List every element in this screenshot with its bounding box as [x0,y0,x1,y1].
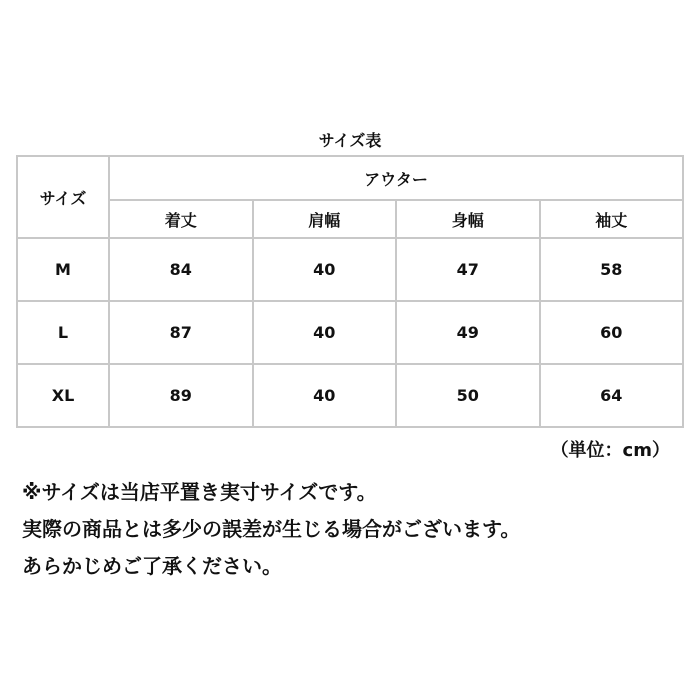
table-row [17,301,683,364]
value-cell: 40 [253,238,397,301]
outer-group-header: アウター [109,156,683,200]
size-cell: M [17,238,109,301]
value-cell: 47 [396,238,540,301]
page-title: サイズ表 [318,131,382,150]
size-cell: L [17,301,109,364]
column-header-length: 着丈 [109,200,253,238]
table-header-row [17,156,683,200]
table-row [17,238,683,301]
column-header-width: 身幅 [396,200,540,238]
value-cell: 84 [109,238,253,301]
size-table [16,155,684,428]
notes [22,474,692,585]
note-line: あらかじめご了承ください。 [22,554,282,578]
table-column-header-row [17,200,683,238]
value-cell: 40 [253,364,397,427]
value-cell: 50 [396,364,540,427]
unit-label: （単位：cm） [550,440,670,461]
size-column-header: サイズ [17,156,109,238]
note-line: ※サイズは当店平置き実寸サイズです。 [22,480,377,504]
value-cell: 87 [109,301,253,364]
column-header-sleeve: 袖丈 [540,200,684,238]
value-cell: 60 [540,301,684,364]
value-cell: 40 [253,301,397,364]
value-cell: 49 [396,301,540,364]
value-cell: 58 [540,238,684,301]
value-cell: 89 [109,364,253,427]
size-cell: XL [17,364,109,427]
column-header-shoulder: 肩幅 [253,200,397,238]
value-cell: 64 [540,364,684,427]
table-row [17,364,683,427]
note-line: 実際の商品とは多少の誤差が生じる場合がございます。 [22,517,521,541]
